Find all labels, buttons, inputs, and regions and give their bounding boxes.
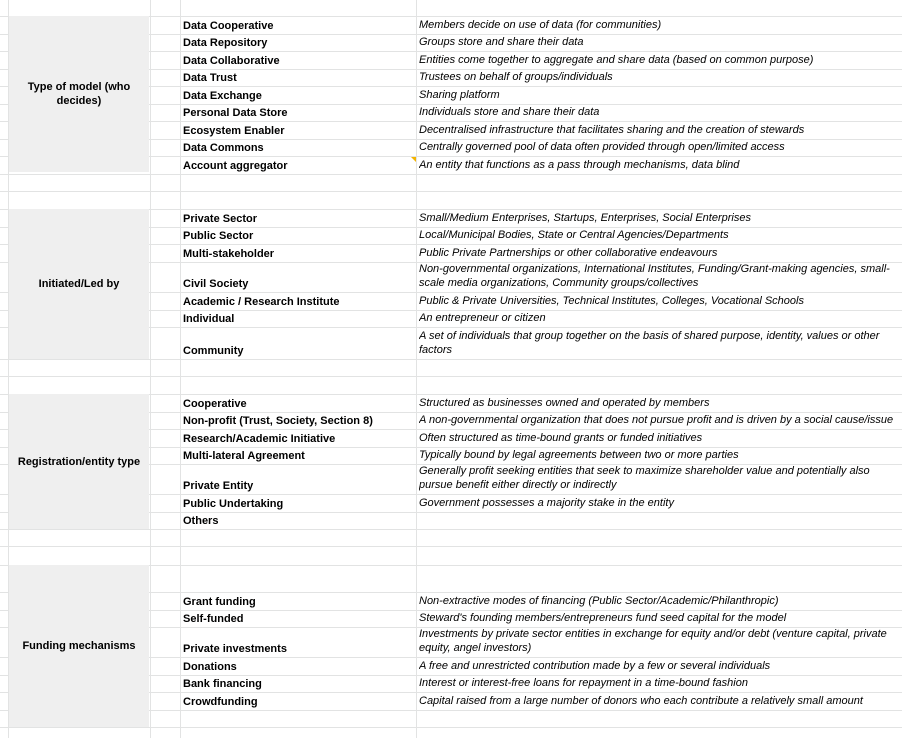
item-description-cell[interactable]: Steward's founding members/entrepreneurs fund seed capital for the model: [419, 612, 787, 624]
item-description-cell[interactable]: Capital raised from a large number of donors who each contribute a relatively small amount: [419, 694, 863, 707]
item-name-cell[interactable]: Multi-stakeholder: [183, 247, 275, 260]
item-name-cell[interactable]: Data Cooperative: [183, 19, 274, 32]
item-name-cell[interactable]: Grant funding: [183, 595, 256, 608]
item-description-cell[interactable]: Individuals store and share their data: [419, 106, 600, 118]
item-name-cell[interactable]: Public Sector: [183, 230, 254, 242]
row-gridline: [0, 191, 902, 192]
item-name-cell[interactable]: Civil Society: [183, 278, 249, 290]
item-description-cell[interactable]: Structured as businesses owned and operated by members: [419, 396, 710, 409]
item-name-cell[interactable]: Ecosystem Enabler: [183, 124, 285, 137]
row-gridline: [0, 174, 902, 175]
item-description-cell[interactable]: Government possesses a majority stake in the entity: [419, 496, 674, 509]
item-description-cell[interactable]: A free and unrestricted contribution made by a few or several individuals: [419, 659, 771, 672]
item-description-cell[interactable]: Local/Municipal Bodies, State or Central Agencies/Departments: [419, 229, 729, 241]
item-description-cell[interactable]: An entity that functions as a pass through mechanisms, data blind: [419, 158, 740, 171]
item-name-cell[interactable]: Personal Data Store: [183, 107, 288, 119]
item-name-cell[interactable]: Data Commons: [183, 142, 264, 154]
item-description-cell[interactable]: A non-governmental organization that does not pursue profit and is driven by a social cause/issue: [419, 414, 894, 426]
row-gridline: [0, 376, 902, 377]
item-description-cell[interactable]: Groups store and share their data: [419, 36, 584, 48]
item-name-cell[interactable]: Multi-lateral Agreement: [183, 450, 305, 462]
item-description-cell[interactable]: [419, 512, 901, 530]
item-name-cell[interactable]: Account aggregator: [183, 159, 288, 172]
item-description-cell[interactable]: Centrally governed pool of data often provided through open/limited access: [419, 141, 785, 153]
item-description-cell[interactable]: Small/Medium Enterprises, Startups, Enterprises, Social Enterprises: [419, 211, 751, 224]
item-description-cell[interactable]: Non-extractive modes of financing (Public Sector/Academic/Philanthropic): [419, 594, 779, 607]
item-name-cell[interactable]: Research/Academic Initiative: [183, 432, 336, 445]
item-description-cell[interactable]: Entities come together to aggregate and share data (based on common purpose): [419, 53, 814, 66]
item-name-cell[interactable]: Self-funded: [183, 613, 244, 625]
cell-note-indicator-icon[interactable]: [411, 157, 416, 162]
column-gridline: [180, 0, 181, 738]
item-description-cell[interactable]: Non-governmental organizations, International Institutes, Funding/Grant-making agencies, small-scale media organizations, Community groups/collectives: [419, 263, 890, 289]
column-gridline: [150, 0, 151, 738]
item-description-cell[interactable]: Sharing platform: [419, 88, 500, 101]
item-description-cell[interactable]: Public & Private Universities, Technical Institutes, Colleges, Vocational Schools: [419, 294, 804, 307]
item-description-cell[interactable]: Interest or interest-free loans for repayment in a time-bound fashion: [419, 677, 748, 689]
item-description-cell[interactable]: A set of individuals that group together on the basis of shared purpose, identity, values or other factors: [419, 330, 880, 356]
category-cell[interactable]: Type of model (who decides): [9, 16, 149, 172]
item-name-cell[interactable]: Data Exchange: [183, 89, 262, 102]
item-name-cell[interactable]: Bank financing: [183, 678, 262, 690]
item-name-cell[interactable]: Crowdfunding: [183, 695, 258, 708]
column-gridline: [416, 0, 417, 738]
item-description-cell[interactable]: Generally profit seeking entities that seek to maximize shareholder value and potentially also pursue benefit either directly or indirectly: [419, 465, 870, 491]
item-name-cell[interactable]: Private Entity: [183, 480, 254, 492]
item-name-cell[interactable]: Cooperative: [183, 397, 247, 410]
item-name-cell[interactable]: Private Sector: [183, 212, 257, 225]
item-name-cell[interactable]: Others: [183, 515, 219, 527]
row-gridline: [0, 529, 902, 530]
item-description-cell[interactable]: Public Private Partnerships or other collaborative endeavours: [419, 246, 718, 259]
row-gridline: [0, 359, 902, 360]
item-description-cell[interactable]: Trustees on behalf of groups/individuals: [419, 71, 613, 83]
item-name-cell[interactable]: Public Undertaking: [183, 497, 284, 510]
item-name-cell[interactable]: Community: [183, 345, 244, 357]
row-gridline: [0, 727, 902, 728]
item-name-cell[interactable]: Donations: [183, 660, 237, 673]
item-description-cell[interactable]: Investments by private sector entities in exchange for equity and/or debt (venture capital, private equity, angel investors): [419, 628, 887, 654]
item-description-cell[interactable]: Often structured as time-bound grants or funded initiatives: [419, 431, 703, 444]
item-name-cell[interactable]: Data Repository: [183, 37, 268, 49]
item-name-cell[interactable]: Data Trust: [183, 72, 237, 84]
item-name-cell[interactable]: Individual: [183, 313, 235, 325]
item-description-cell[interactable]: Typically bound by legal agreements between two or more parties: [419, 449, 739, 461]
item-description-cell[interactable]: Decentralised infrastructure that facilitates sharing and the creation of stewards: [419, 123, 805, 136]
item-name-cell[interactable]: Non-profit (Trust, Society, Section 8): [183, 415, 373, 427]
item-name-cell[interactable]: Academic / Research Institute: [183, 295, 340, 308]
category-cell[interactable]: Funding mechanisms: [9, 565, 149, 727]
item-description-cell[interactable]: An entrepreneur or citizen: [419, 312, 546, 324]
item-description-cell[interactable]: Members decide on use of data (for communities): [419, 18, 662, 31]
item-name-cell[interactable]: Private investments: [183, 643, 287, 655]
category-cell[interactable]: Registration/entity type: [9, 394, 149, 529]
item-name-cell[interactable]: Data Collaborative: [183, 54, 280, 67]
category-cell[interactable]: Initiated/Led by: [9, 209, 149, 359]
row-gridline: [0, 546, 902, 547]
